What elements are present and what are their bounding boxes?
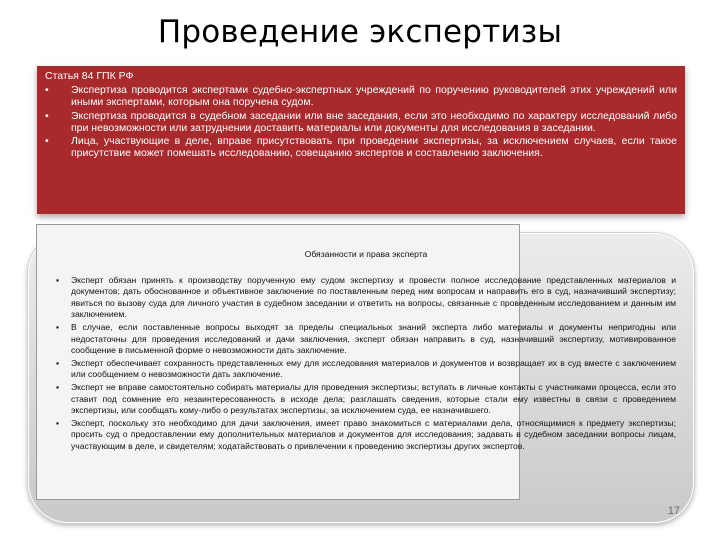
list-item xyxy=(56,275,676,321)
list-item xyxy=(56,358,676,381)
list-item xyxy=(56,322,676,357)
article-list xyxy=(45,84,677,159)
bullet-icon: ▪ xyxy=(56,381,60,392)
bullet-icon: • xyxy=(45,84,49,97)
list-item xyxy=(45,135,677,159)
list-item-text: В случае, если поставленные вопросы выходят за пределы специальных знаний эксперта либо материалы и документы непригодны или недостаточны для проведения исследований и дачи заключения, эксперт обязан направить в суд, назначивший экспертизу, мотивированное сообщение в письменной форме о невозможности дать заключение. xyxy=(71,321,676,356)
list-item xyxy=(45,110,677,134)
list-item-text: Лица, участвующие в деле, вправе присутствовать при проведении экспертизы, за исключением случаев, если такое присутствие может помешать исследованию, совещанию экспертов и составлению заключения. xyxy=(71,135,677,160)
expert-duties-content xyxy=(56,244,676,454)
list-item xyxy=(45,84,677,108)
bullet-icon: ▪ xyxy=(56,321,60,332)
list-item xyxy=(56,382,676,417)
list-item-text: Эксперт обеспечивает сохранность представленных ему для исследования материалов и документов и возвращает их в суд вместе с заключением или сообщением о невозможности дать заключение. xyxy=(71,357,676,380)
list-item-text: Эксперт обязан принять к производству порученную ему судом экспертизу и провести полное исследование представленных материалов и документов; дать обоснованное и объективное заключение по поставленным перед ним вопросам и направить его в суд, назначивший экспертизу; явиться по вызову суда для личного участия в судебном заседании и ответить на вопросы, связанные с проведенным исследованием и данным им заключением. xyxy=(71,274,676,320)
slide-title: Проведение экспертизы xyxy=(157,14,563,50)
bullet-icon: ▪ xyxy=(56,417,60,428)
bullet-icon: ▪ xyxy=(56,274,60,285)
article-heading: Статья 84 ГПК РФ xyxy=(45,70,134,82)
list-item-text: Эксперт не вправе самостоятельно собирать материалы для проведения экспертизы; вступать в личные контакты с участниками процесса, если это ставит под сомнение его незаинтересованность в исходе дела; разглашать сведения, которые стали ему известны в связи с проведением экспертизы, или сообщать кому-либо о результатах экспертизы, за исключением суда, ее назначившего. xyxy=(71,381,676,416)
bullet-icon: ▪ xyxy=(56,357,60,368)
list-item-text: Эксперт, поскольку это необходимо для дачи заключения, имеет право знакомиться с материалами дела, относящимися к предмету экспертизы; просить суд о предоставлении ему дополнительных материалов и документов для исследования; задавать в судебном заседании вопросы лицам, участвующим в деле, и свидетелям; ходатайствовать о привлечении к проведению экспертизы других экспертов. xyxy=(71,417,676,451)
article-84-box xyxy=(37,66,685,214)
page-number: 17 xyxy=(667,505,680,517)
bullet-icon: • xyxy=(45,135,49,148)
list-item-text: Экспертиза проводится экспертами судебно-экспертных учреждений по поручению руководителей этих учреждений или иными экспертами, которым она поручена судом. xyxy=(71,84,677,109)
bullet-icon: • xyxy=(45,109,49,122)
list-item xyxy=(56,418,676,453)
list-item-text: Экспертиза проводится в судебном заседании или вне заседания, если это необходимо по характеру исследований либо при невозможности или затруднении доставить материалы или документы для исследования в заседании. xyxy=(71,109,677,134)
duties-heading: Обязанности и права эксперта xyxy=(304,249,428,259)
duties-list xyxy=(56,275,676,453)
